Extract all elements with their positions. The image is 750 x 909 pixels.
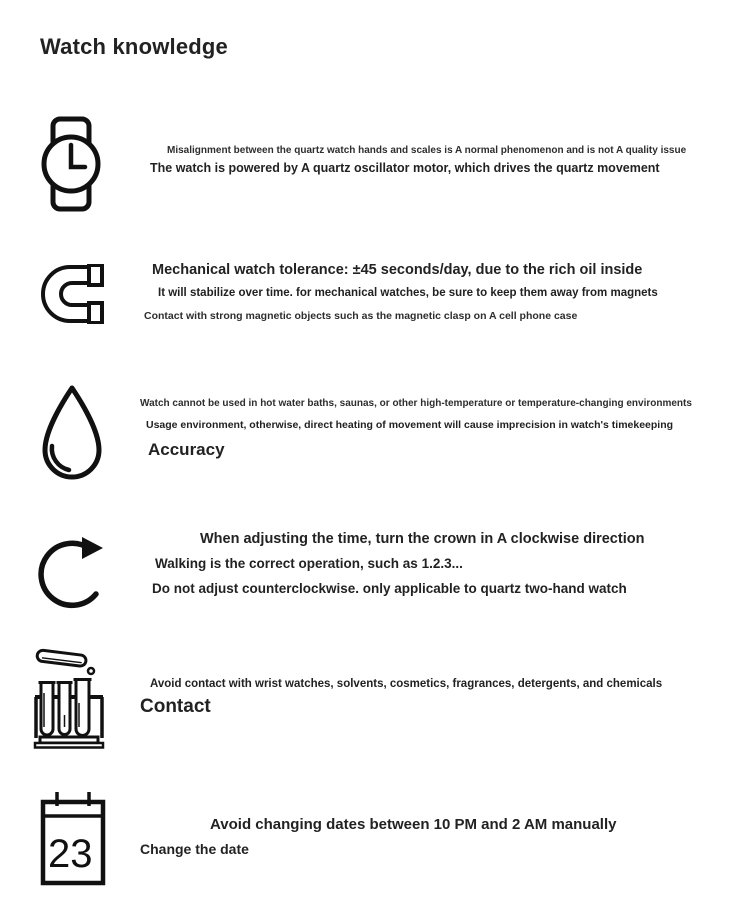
section-crown-line-1: When adjusting the time, turn the crown in A clockwise direction bbox=[200, 531, 645, 547]
calendar-day-number: 23 bbox=[48, 832, 93, 876]
magnet-icon bbox=[38, 264, 106, 324]
section-date-line-1: Avoid changing dates between 10 PM and 2 AM manually bbox=[210, 816, 617, 833]
rotate-clockwise-icon bbox=[38, 526, 110, 612]
section-magnet-line-2: It will stabilize over time. for mechanical watches, be sure to keep them away from magnets bbox=[158, 287, 658, 299]
page-title: Watch knowledge bbox=[40, 34, 228, 59]
section-quartz-line-1: Misalignment between the quartz watch hands and scales is A normal phenomenon and is not A quality issue bbox=[167, 145, 687, 156]
water-drop-icon bbox=[37, 383, 107, 482]
section-accuracy-heading: Accuracy bbox=[148, 440, 225, 459]
section-contact-heading: Contact bbox=[140, 696, 211, 717]
section-crown-line-3: Do not adjust counterclockwise. only applicable to quartz two-hand watch bbox=[152, 581, 627, 596]
section-temperature-line-1: Watch cannot be used in hot water baths, saunas, or other high-temperature or temperature-changing environments bbox=[140, 398, 692, 409]
section-magnet-line-3: Contact with strong magnetic objects such as the magnetic clasp on A cell phone case bbox=[144, 310, 578, 322]
calendar-icon bbox=[40, 790, 106, 886]
section-quartz-line-2: The watch is powered by A quartz oscillator motor, which drives the quartz movement bbox=[150, 161, 660, 175]
section-contact-line-1: Avoid contact with wrist watches, solvents, cosmetics, fragrances, detergents, and chemicals bbox=[150, 678, 663, 690]
section-crown-line-2: Walking is the correct operation, such as 1.2.3... bbox=[155, 556, 463, 571]
section-temperature-line-2: Usage environment, otherwise, direct heating of movement will cause imprecision in watch's timekeeping bbox=[146, 419, 674, 431]
watch-icon bbox=[40, 116, 102, 212]
section-magnet-line-1: Mechanical watch tolerance: ±45 seconds/day, due to the rich oil inside bbox=[152, 262, 643, 278]
section-date-line-2: Change the date bbox=[140, 841, 249, 857]
test-tubes-icon bbox=[32, 645, 114, 749]
